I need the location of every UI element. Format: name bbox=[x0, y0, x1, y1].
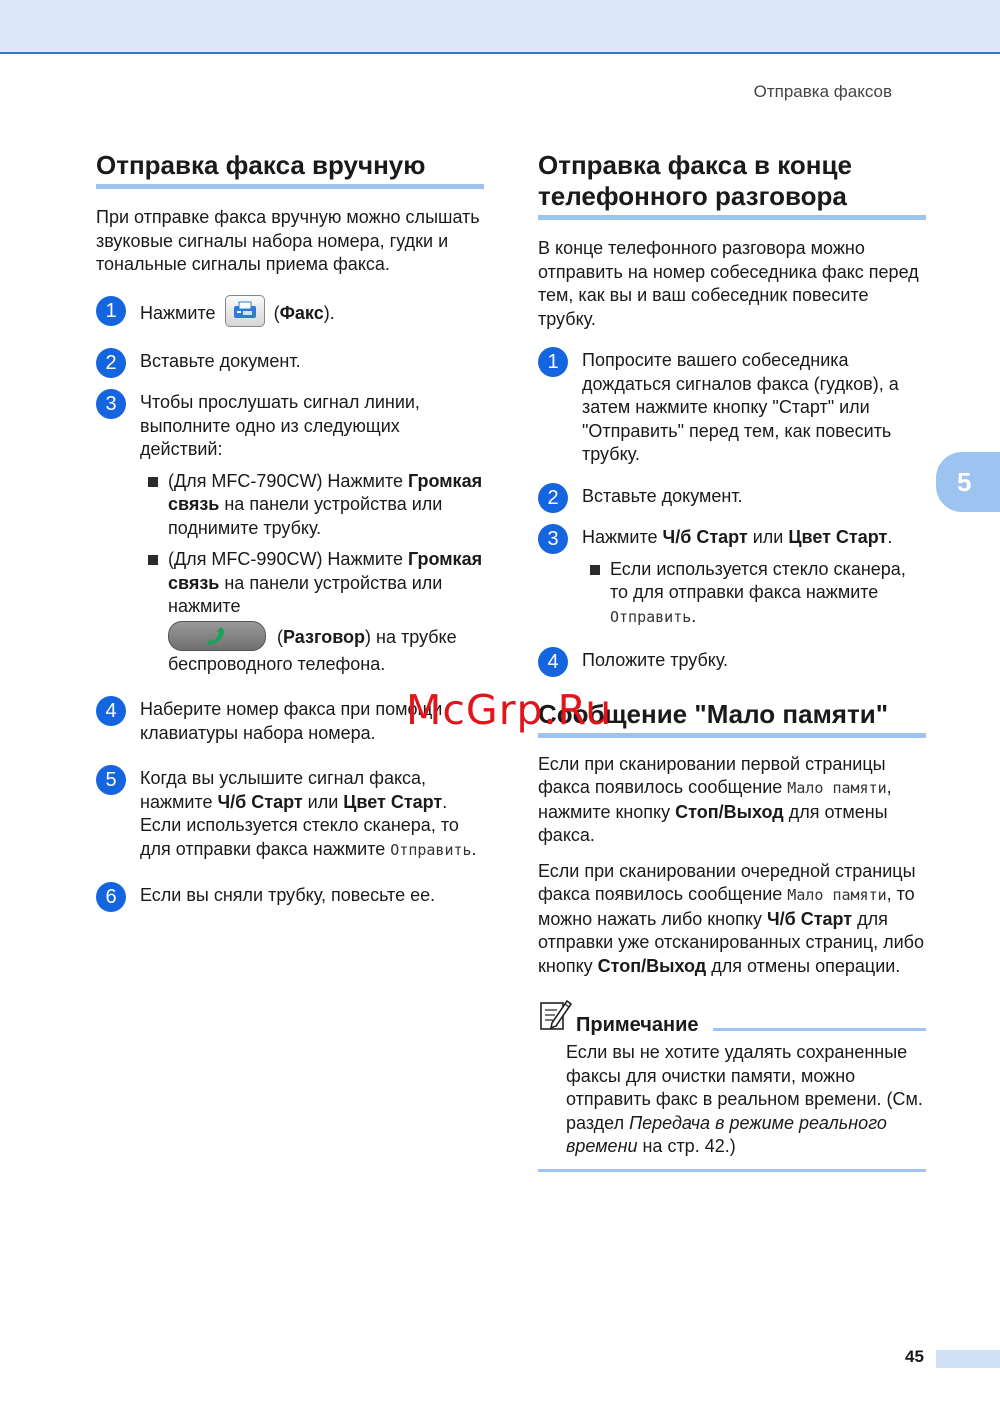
square-bullet-icon bbox=[148, 477, 158, 487]
section-heading-end-of-call: Отправка факса в конце телефонного разговора bbox=[538, 150, 926, 220]
step-text: Нажмите bbox=[582, 527, 663, 547]
step-4 bbox=[538, 649, 926, 673]
intro-paragraph: В конце телефонного разговора можно отправить на номер собеседника факс перед тем, как вы и ваш собеседник повесите трубку. bbox=[538, 238, 919, 329]
note-pencil-icon bbox=[538, 998, 572, 1037]
bullet-list bbox=[582, 558, 926, 630]
paragraph-text: для отмены факса. bbox=[538, 801, 888, 845]
step-3 bbox=[538, 526, 926, 629]
step-3 bbox=[96, 391, 484, 676]
lcd-send-text: Отправить bbox=[390, 840, 472, 859]
memory-paragraph-2 bbox=[538, 860, 926, 979]
top-banner bbox=[0, 0, 1000, 54]
speakerphone-label: Громкая связь bbox=[168, 470, 483, 514]
step-number: 2 bbox=[96, 348, 126, 378]
fax-key-icon bbox=[225, 295, 265, 327]
step-text: . Если используется стекло сканера, то для отправки факса нажмите bbox=[140, 791, 459, 859]
bullet-text: (Для MFC-790CW) Нажмите bbox=[168, 470, 408, 491]
memory-paragraph-1 bbox=[538, 753, 926, 848]
watermark-text: McGrp.Ru bbox=[406, 686, 613, 734]
bullet-text: (Для MFC-990CW) Нажмите bbox=[168, 549, 408, 569]
step-number: 3 bbox=[96, 389, 126, 419]
note-rule bbox=[713, 1028, 926, 1031]
note-crossref[interactable]: Передача в режиме реального времени bbox=[566, 1112, 887, 1156]
bullet-text: ) на трубке беспроводного телефона. bbox=[168, 626, 457, 674]
bullet-mfc790 bbox=[168, 470, 484, 541]
bullet-scanner-glass bbox=[610, 558, 926, 630]
step-list bbox=[538, 349, 926, 673]
fax-key-label: Факс bbox=[279, 302, 324, 323]
mono-start-label: Ч/б Старт bbox=[766, 908, 853, 929]
section-heading-manual-fax: Отправка факса вручную bbox=[96, 150, 484, 189]
step-1 bbox=[96, 298, 484, 330]
fax-key-close: ). bbox=[323, 302, 335, 323]
note-header bbox=[538, 1003, 926, 1037]
mono-start-label: Ч/б Старт bbox=[217, 791, 303, 812]
step-number: 1 bbox=[96, 296, 126, 326]
note-body-text: на стр. 42.) bbox=[637, 1136, 736, 1156]
talk-open: ( bbox=[272, 626, 283, 647]
running-header: Отправка факсов bbox=[753, 82, 892, 101]
paragraph-text: для отправки уже отсканированных страниц, либо кнопку bbox=[538, 908, 924, 976]
paragraph-text: Если при сканировании очередной страницы факса появилось сообщение bbox=[538, 860, 916, 904]
step-number: 6 bbox=[96, 882, 126, 912]
step-number: 4 bbox=[538, 647, 568, 677]
talk-label: Разговор bbox=[283, 626, 366, 647]
step-2 bbox=[538, 485, 926, 509]
note-bottom-rule bbox=[538, 1169, 926, 1172]
note-body-text: Если вы не хотите удалять сохраненные факсы для очистки памяти, можно отправить факс в реальном времени. (См. раздел bbox=[566, 1042, 923, 1133]
step-6 bbox=[96, 884, 484, 908]
step-number: 1 bbox=[538, 347, 568, 377]
memory-section bbox=[538, 699, 926, 1172]
square-bullet-icon bbox=[590, 565, 600, 575]
step-text: Положите трубку. bbox=[582, 650, 729, 670]
paragraph-text: , нажмите кнопку bbox=[538, 777, 892, 822]
note-box bbox=[538, 1003, 926, 1172]
step-text: Если вы сняли трубку, повесьте ее. bbox=[140, 885, 436, 905]
step-text: Вставьте документ. bbox=[140, 350, 301, 371]
bullet-text: . bbox=[691, 605, 697, 626]
color-start-label: Цвет Старт bbox=[788, 527, 888, 547]
left-column bbox=[96, 150, 484, 926]
lcd-send-text: Отправить bbox=[610, 607, 692, 626]
note-title: Примечание bbox=[576, 1014, 699, 1036]
step-text: или bbox=[747, 527, 789, 547]
lcd-low-memory-text: Мало памяти bbox=[787, 779, 887, 797]
paragraph-text: Если при сканировании первой страницы факса появилось сообщение bbox=[538, 753, 886, 797]
chapter-tab: 5 bbox=[936, 452, 1000, 512]
step-text: Наберите номер факса при помощи клавиатуры набора номера. bbox=[140, 699, 443, 743]
step-text: . bbox=[471, 838, 477, 859]
step-1 bbox=[538, 349, 926, 467]
paragraph-text: для отмены операции. bbox=[706, 955, 901, 976]
note-text bbox=[538, 1041, 926, 1159]
step-number: 2 bbox=[538, 483, 568, 513]
paragraph-text: , то можно нажать либо кнопку bbox=[538, 884, 915, 929]
step-text: Чтобы прослушать сигнал линии, выполните одно из следующих действий: bbox=[140, 392, 420, 459]
bullet-mfc990 bbox=[168, 548, 484, 676]
step-number: 3 bbox=[538, 524, 568, 554]
intro-paragraph: При отправке факса вручную можно слышать звуковые сигналы набора номера, гудки и тональные сигналы приема факса. bbox=[96, 207, 480, 274]
step-number: 5 bbox=[96, 765, 126, 795]
square-bullet-icon bbox=[148, 555, 158, 565]
footer-bar bbox=[936, 1350, 1000, 1368]
step-number: 4 bbox=[96, 696, 126, 726]
section-heading-low-memory: Сообщение "Мало памяти" bbox=[538, 699, 926, 738]
step-text: . bbox=[887, 527, 893, 547]
fax-key-open: ( bbox=[268, 302, 280, 323]
bullet-list bbox=[140, 470, 484, 677]
stop-exit-label: Стоп/Выход bbox=[597, 955, 707, 976]
talk-line bbox=[168, 623, 484, 677]
right-column bbox=[538, 150, 926, 1172]
step-2 bbox=[96, 350, 484, 374]
stop-exit-label: Стоп/Выход bbox=[675, 801, 784, 822]
step-text: Попросите вашего собеседника дождаться сигналов факса (гудков), а затем нажмите кнопку "Старт" или "Отправить" перед тем, как повесить трубку. bbox=[582, 350, 899, 464]
talk-key-icon bbox=[168, 621, 266, 651]
bullet-text: Если используется стекло сканера, то для отправки факса нажмите bbox=[610, 558, 906, 602]
step-text: Нажмите bbox=[140, 302, 216, 323]
step-5 bbox=[96, 767, 484, 862]
color-start-label: Цвет Старт bbox=[343, 791, 443, 812]
lcd-low-memory-text: Мало памяти bbox=[787, 886, 887, 904]
step-text: Когда вы услышите сигнал факса, нажмите bbox=[140, 768, 427, 812]
bullet-text: на панели устройства или нажмите bbox=[168, 572, 443, 616]
bullet-text: на панели устройства или поднимите трубку. bbox=[168, 494, 443, 538]
mono-start-label: Ч/б Старт bbox=[662, 527, 748, 547]
page-number: 45 bbox=[905, 1347, 924, 1366]
step-text: или bbox=[302, 791, 344, 812]
speakerphone-label: Громкая связь bbox=[168, 549, 483, 593]
step-text: Вставьте документ. bbox=[582, 485, 743, 506]
step-list bbox=[96, 298, 484, 908]
